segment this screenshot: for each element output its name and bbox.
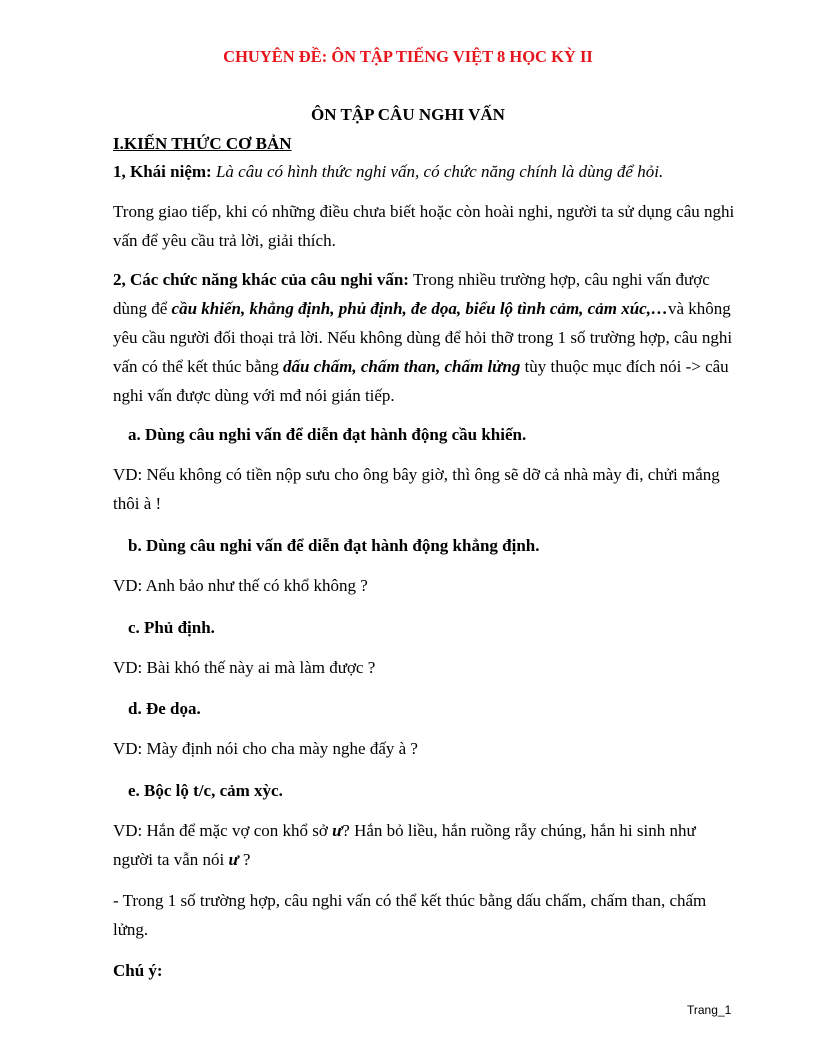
- item-b-heading-text: b. Dùng câu nghi vấn để diễn đạt hành động khẳng định.: [128, 536, 540, 555]
- document-title: CHUYÊN ĐỀ: ÔN TẬP TIẾNG VIỆT 8 HỌC KỲ II: [223, 47, 593, 66]
- note-line: - Trong 1 số trường hợp, câu nghi vấn có thể kết thúc bằng dấu chấm, chấm than, chấm lửng.: [113, 891, 707, 939]
- functions-text-1: Trong nhiều trường hợp, câu nghi vấn được dùng để: [113, 270, 710, 318]
- functions-text-2: và không yêu cầu người đối thoại trả lời. Nếu không dùng để hỏi thỡ trong 1 số trường hợp, câu nghi vấn có thể kết thúc bằng: [113, 299, 733, 376]
- functions-label: 2, Các chức năng khác của câu nghi vấn:: [113, 270, 409, 289]
- section-heading: I.KIẾN THỨC CƠ BẢN: [113, 134, 292, 153]
- concept-paragraph: [113, 157, 738, 186]
- item-a-example: VD: Nếu không có tiền nộp sưu cho ông bây giờ, thì ông sẽ dỡ cả nhà mày đi, chửi mắng thôi à !: [113, 465, 720, 513]
- item-e-example-text-3: ?: [238, 850, 251, 869]
- item-e-heading: [128, 776, 738, 805]
- concept-label: 1, Khái niệm:: [113, 162, 212, 181]
- item-d-heading: [128, 694, 738, 723]
- paragraph-usage: Trong giao tiếp, khi có những điều chưa biết hoặc còn hoài nghi, người ta sử dụng câu nghi vấn để yêu cầu trả lời, giải thích.: [113, 202, 735, 250]
- item-e-example-text-1: VD: Hắn để mặc vợ con khổ sở: [113, 821, 333, 840]
- item-b-example: VD: Anh bảo như thế có khổ không ?: [113, 576, 368, 595]
- item-e-heading-text: e. Bộc lộ t/c, cảm xỳc.: [128, 781, 283, 800]
- item-b-heading: [128, 531, 738, 560]
- item-c-example: VD: Bài khó thế này ai mà làm được ?: [113, 658, 376, 677]
- item-a-heading: [128, 420, 738, 449]
- item-a-heading-text: a. Dùng câu nghi vấn để diễn đạt hành động cầu khiến.: [128, 425, 527, 444]
- note-label: [113, 956, 738, 985]
- item-d-example: VD: Mày định nói cho cha mày nghe đấy à ?: [113, 739, 418, 758]
- item-c-heading-text: c. Phủ định.: [128, 618, 215, 637]
- item-c-heading: [128, 613, 738, 642]
- document-subtitle: ÔN TẬP CÂU NGHI VẤN: [311, 105, 505, 124]
- item-d-heading-text: d. Đe dọa.: [128, 699, 201, 718]
- concept-text: Là câu có hình thức nghi vấn, có chức năng chính là dùng để hỏi.: [215, 162, 664, 181]
- functions-emphasis-2: dấu chấm, chấm than, chấm lửng: [282, 357, 521, 376]
- note-label-text: Chú ý:: [113, 961, 163, 980]
- functions-text-3: tùy thuộc mục đích nói -> câu nghi vấn được dùng với mđ nói gián tiếp.: [113, 357, 729, 405]
- item-e-example-emphasis-2: ư: [228, 850, 239, 869]
- functions-emphasis-1: cầu khiến, khẳng định, phủ định, đe dọa, biểu lộ tình cảm, cảm xúc,…: [171, 299, 668, 318]
- item-e-example-emphasis-1: ư: [332, 821, 343, 840]
- item-e-example: [113, 816, 738, 874]
- item-e-example-text-2: ? Hắn bỏ liều, hắn ruồng rẫy chúng, hắn hi sinh như người ta vẫn nói: [113, 821, 696, 869]
- page-footer: Trang_1: [687, 1003, 732, 1017]
- functions-paragraph: [113, 265, 738, 410]
